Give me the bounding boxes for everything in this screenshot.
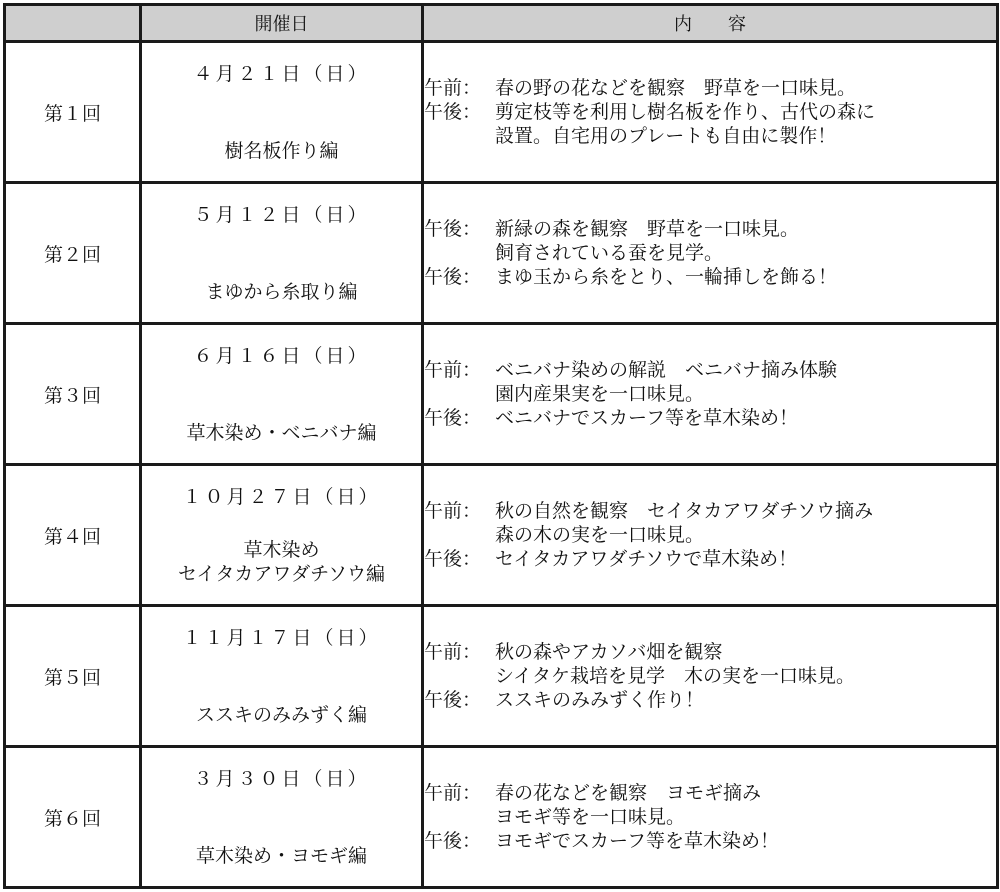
content-text: シイタケ栽培を見学 木の実を一口味見。	[495, 665, 856, 687]
event-date: ４月２１日（日）	[193, 63, 370, 85]
theme-line: ススキのみみずく編	[195, 704, 367, 726]
content-line	[424, 523, 996, 547]
content-text: ヨモギ等を一口味見。	[495, 806, 686, 828]
content-text: 剪定枝等を利用し樹名板を作り、古代の森に	[495, 101, 876, 123]
event-date: ５月１２日（日）	[193, 204, 370, 226]
content-line	[424, 358, 996, 382]
event-date: １０月２７日（日）	[182, 486, 381, 508]
content-cell	[423, 324, 998, 465]
content-text: 新緑の森を観察 野草を一口味見。	[495, 218, 800, 240]
content-line	[424, 781, 996, 805]
content-line	[424, 688, 996, 712]
time-prefix: 午前：	[424, 500, 482, 522]
table-row	[5, 42, 998, 183]
content-line	[424, 805, 996, 829]
content-text: 春の野の花などを観察 野草を一口味見。	[495, 77, 857, 99]
content-line	[424, 76, 996, 100]
date-cell	[141, 183, 423, 324]
content-line	[424, 664, 996, 688]
time-prefix: 午前：	[424, 77, 482, 99]
round-cell: 第２回	[5, 183, 141, 324]
time-prefix: 午後：	[424, 407, 482, 429]
content-line	[424, 382, 996, 406]
content-line	[424, 241, 996, 265]
header-content: 内 容	[423, 5, 998, 42]
date-cell	[141, 324, 423, 465]
content-line	[424, 829, 996, 853]
content-line	[424, 217, 996, 241]
date-cell	[141, 465, 423, 606]
content-cell	[423, 183, 998, 324]
content-line	[424, 547, 996, 571]
event-theme	[142, 421, 421, 445]
table-row	[5, 183, 998, 324]
theme-line: 草木染め・ヨモギ編	[195, 845, 367, 867]
table-row	[5, 606, 998, 747]
content-text: 森の木の実を一口味見。	[495, 524, 705, 546]
content-text: 秋の自然を観察 セイタカアワダチソウ摘み	[495, 500, 874, 522]
time-prefix: 午後：	[424, 101, 482, 123]
header-date: 開催日	[141, 5, 423, 42]
content-text: ベニバナ染めの解説 ベニバナ摘み体験	[495, 359, 838, 381]
event-theme	[142, 703, 421, 727]
content-text: 秋の森やアカソバ畑を観察	[495, 641, 723, 663]
content-cell	[423, 606, 998, 747]
content-text: 春の花などを観察 ヨモギ摘み	[495, 782, 762, 804]
round-cell: 第１回	[5, 42, 141, 183]
content-line	[424, 499, 996, 523]
round-cell: 第５回	[5, 606, 141, 747]
content-line	[424, 406, 996, 430]
time-prefix: 午前：	[424, 782, 482, 804]
content-line	[424, 124, 996, 148]
time-prefix: 午後：	[424, 266, 482, 288]
time-prefix: 午前：	[424, 359, 482, 381]
content-text: セイタカアワダチソウで草木染め！	[495, 548, 798, 570]
content-text: まゆ玉から糸をとり、一輪挿しを飾る！	[495, 266, 838, 288]
time-prefix: 午後：	[424, 218, 482, 240]
schedule-table	[3, 3, 999, 889]
event-theme	[142, 280, 421, 304]
content-text: ススキのみみずく作り！	[495, 689, 705, 711]
time-prefix: 午後：	[424, 830, 482, 852]
event-theme	[142, 139, 421, 163]
table-row	[5, 465, 998, 606]
theme-line: セイタカアワダチソウ編	[177, 563, 386, 585]
header-row	[5, 5, 998, 42]
header-blank	[5, 5, 141, 42]
content-text: ヨモギでスカーフ等を草木染め！	[495, 830, 780, 852]
content-text: 園内産果実を一口味見。	[495, 383, 705, 405]
time-prefix: 午前：	[424, 641, 482, 663]
content-text: 設置。自宅用のプレートも自由に製作！	[495, 125, 837, 147]
round-cell: 第３回	[5, 324, 141, 465]
event-date: １１月１７日（日）	[182, 627, 381, 649]
event-theme	[142, 844, 421, 868]
date-cell	[141, 606, 423, 747]
date-cell	[141, 747, 423, 888]
date-cell	[141, 42, 423, 183]
content-cell	[423, 747, 998, 888]
round-cell: 第４回	[5, 465, 141, 606]
event-date: ３月３０日（日）	[193, 768, 370, 790]
table-row	[5, 324, 998, 465]
content-text: ベニバナでスカーフ等を草木染め！	[495, 407, 799, 429]
theme-line: まゆから糸取り編	[205, 281, 358, 303]
event-date: ６月１６日（日）	[193, 345, 370, 367]
round-cell: 第６回	[5, 747, 141, 888]
time-prefix: 午後：	[424, 689, 482, 711]
table-row	[5, 747, 998, 888]
content-cell	[423, 42, 998, 183]
content-line	[424, 265, 996, 289]
theme-line: 草木染め	[243, 539, 320, 561]
content-line	[424, 640, 996, 664]
content-line	[424, 100, 996, 124]
event-theme	[142, 538, 421, 586]
time-prefix: 午後：	[424, 548, 482, 570]
content-text: 飼育されている蚕を見学。	[495, 242, 724, 264]
content-cell	[423, 465, 998, 606]
theme-line: 樹名板作り編	[224, 140, 339, 162]
theme-line: 草木染め・ベニバナ編	[186, 422, 377, 444]
